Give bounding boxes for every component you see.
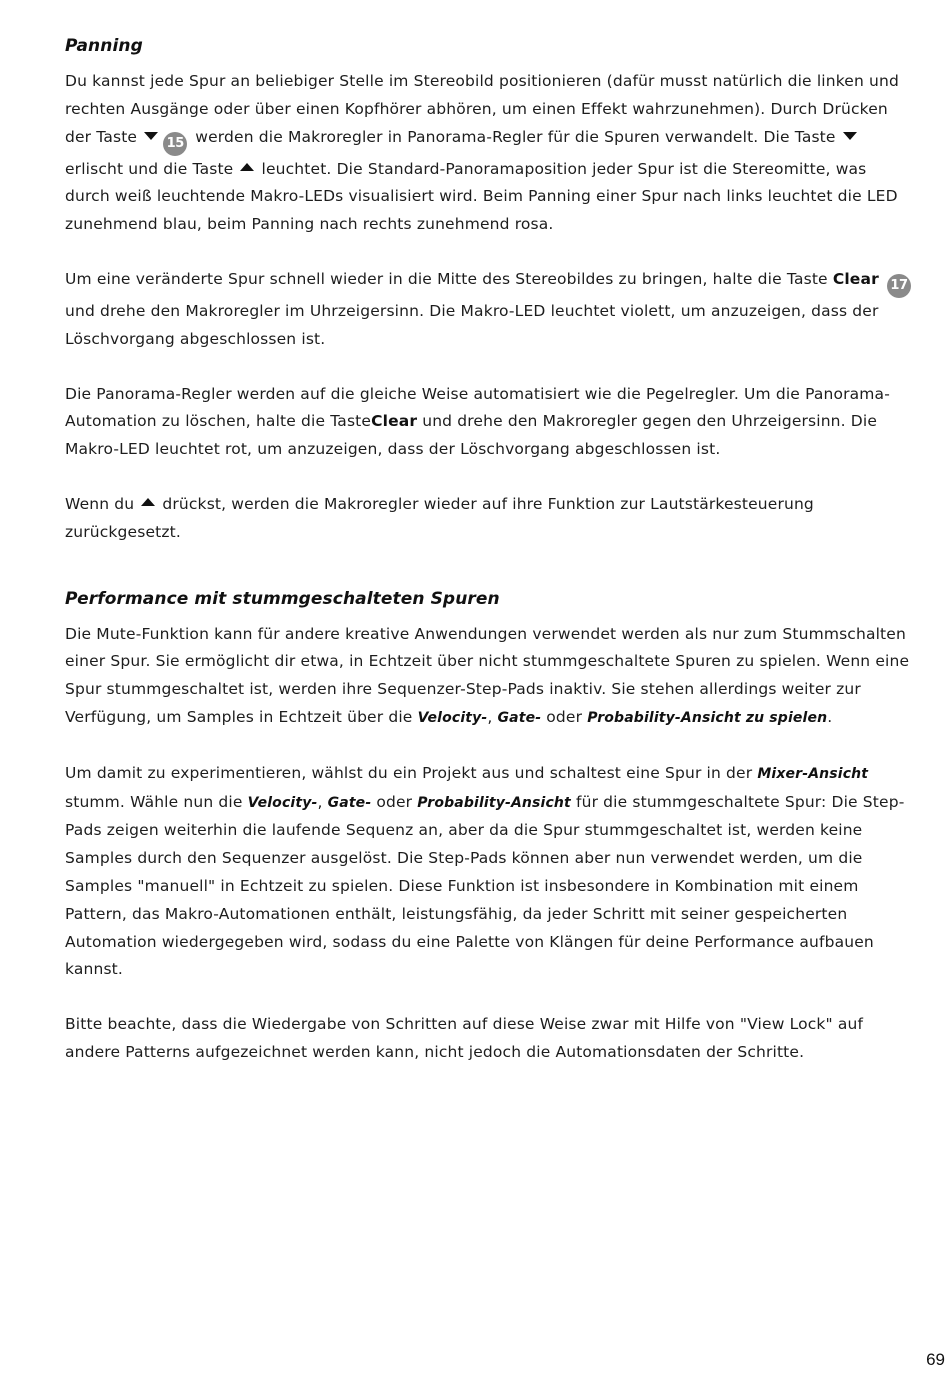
paragraph-panning-intro [65,68,915,239]
triangle-up-icon [240,163,254,171]
gate-view-label: Gate- [497,709,542,726]
section-title-performance: Performance mit stummgeschalteten Spuren [65,588,500,609]
triangle-down-icon [843,132,857,140]
text-run: Um eine veränderte Spur schnell wieder in die Mitte des Stereobildes zu bringen, halte die Taste [65,269,828,288]
mixer-view-label: Mixer-Ansicht [757,765,869,782]
text-run: für die stummgeschaltete Spur: Die Step-Pads zeigen weiterhin die laufende Sequenz an, aber da die Spur stummgeschaltet ist, werden keine Samples durch den Sequenzer ausgelöst. Die Step-Pads können aber nun verwendet werden, um die Samples "manuell" in Echtzeit zu spielen. Diese Funktion ist insbesondere in Kombination mit einem Pattern, das Makro-Automationen enthält, leistungsfähig, da jeder Schritt mit seiner gespeicherten Automation wiedergegeben wird, sodass du eine Palette von Klängen für deine Performance aufbauen kannst. [65,792,905,979]
triangle-up-icon [141,498,155,506]
text-run: oder [371,792,418,811]
clear-button-label: Clear [371,412,418,431]
paragraph-mute-experiment [65,760,915,984]
text-run: Um damit zu experimentieren, wählst du ein Projekt aus und schaltest eine Spur in der [65,763,758,782]
probability-view-label: Probability-Ansicht [417,794,571,811]
text-run: oder [541,707,588,726]
text-run: , [317,792,328,811]
text-run: Die Panorama-Regler werden auf die gleiche Weise automatisiert wie die Pegelregler. Um die Panorama-Automation zu löschen, halte die Taste [65,384,890,431]
text-run: Wenn du [65,494,135,513]
probability-view-label: Probability-Ansicht zu spielen [587,709,828,726]
paragraph-mute-note: Bitte beachte, dass die Wiedergabe von Schritten auf diese Weise zwar mit Hilfe von "View Lock" auf andere Patterns aufgezeichnet werden kann, nicht jedoch die Automationsdaten der Schritte. [65,1015,864,1061]
text-run: Die Mute-Funktion kann für andere kreative Anwendungen verwendet werden als nur zum Stummschalten einer Spur. Sie ermöglicht dir etwa, in Echtzeit über nicht stummgeschaltete Spuren zu spielen. Wenn eine Spur stummgeschaltet ist, werden ihre Sequenzer-Step-Pads inaktiv. Sie stehen allerdings weiter zur Verfügung, um Samples in Echtzeit über die [65,624,910,726]
text-run: leuchtet. Die Standard-Panoramaposition jeder Spur ist die Stereomitte, was durch weiß leuchtende Makro-LEDs visualisiert wird. Beim Panning einer Spur nach links leuchtet die LED zunehmend blau, beim Panning nach rechts zunehmend rosa. [65,159,898,234]
paragraph-panning-return [65,491,915,547]
paragraph-panning-reset [65,266,915,354]
paragraph-mute-intro [65,621,915,733]
text-run: Du kannst jede Spur an beliebiger Stelle im Stereobild positionieren (dafür musst natürlich die linken und rechten Ausgänge oder über einen Kopfhörer abhören, um einen Effekt wahrzunehmen). Durch Drücken der Taste [65,72,899,146]
text-run: drückst, werden die Makroregler wieder auf ihre Funktion zur Lautstärkesteuerung zurückgesetzt. [65,494,814,541]
text-run: und drehe den Makroregler im Uhrzeigersinn. Die Makro-LED leuchtet violett, um anzuzeigen, dass der Löschvorgang abgeschlossen ist. [65,301,879,348]
text-run: und drehe den Makroregler gegen den Uhrzeigersinn. Die Makro-LED leuchtet rot, um anzuzeigen, dass der Löschvorgang abgeschlossen ist. [65,412,878,459]
page-number: 69 [926,1350,945,1369]
velocity-view-label: Velocity- [417,709,488,726]
text-run: , [487,707,498,726]
button-number-badge: 15 [163,132,187,156]
clear-button-label: Clear [832,269,879,288]
triangle-down-icon [144,132,158,140]
button-number-badge: 17 [887,274,911,298]
manual-page [65,30,915,1094]
velocity-view-label: Velocity- [247,794,318,811]
gate-view-label: Gate- [327,794,372,811]
paragraph-panning-automation [65,381,915,464]
text-run: erlischt und die Taste [65,159,234,178]
text-run: . [827,707,833,726]
section-title-panning: Panning [65,36,143,56]
text-run: werden die Makroregler in Panorama-Regler für die Spuren verwandelt. Die Taste [190,127,836,146]
text-run: stumm. Wähle nun die [65,792,248,811]
